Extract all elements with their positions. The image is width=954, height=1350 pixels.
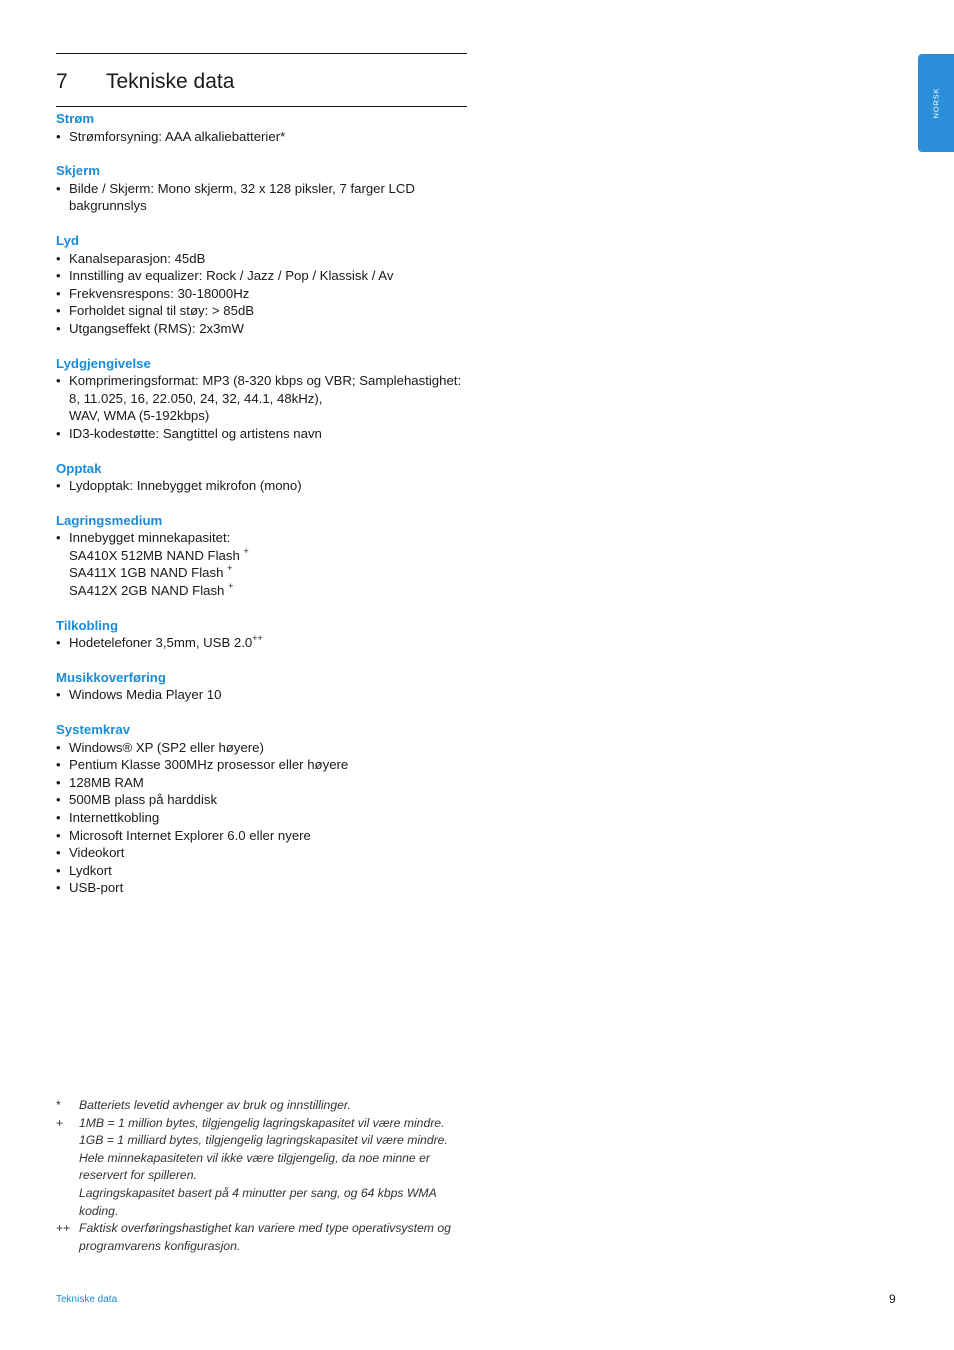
language-tab-label: NORSK [931, 87, 941, 119]
spec-text: Internettkobling [69, 810, 160, 825]
spec-line [69, 634, 476, 652]
footnote-mark: * [56, 1098, 61, 1112]
footnote [56, 1220, 451, 1255]
spec-text: Lydopptak: Innebygget mikrofon (mono) [69, 478, 302, 494]
spec-line [69, 564, 476, 582]
spec-line [69, 529, 476, 547]
spec-item [56, 809, 476, 827]
spec-section [56, 669, 476, 704]
footnote-line: 1MB = 1 million bytes, tilgjengelig lagringskapasitet vil være mindre. [79, 1115, 445, 1130]
spec-text: SA412X 2GB NAND Flash [69, 583, 229, 599]
spec-line [69, 372, 476, 390]
spec-text: Hodetelefoner 3,5mm, USB 2.0 [69, 635, 253, 651]
spec-line [69, 250, 476, 268]
spec-item [56, 739, 476, 757]
footer-section-label: Tekniske data [56, 1294, 118, 1305]
spec-text: bakgrunnslys [69, 198, 147, 214]
spec-line [69, 739, 476, 757]
spec-text: Windows® XP (SP2 eller høyere) [69, 739, 264, 755]
footnote-line: Batteriets levetid avhenger av bruk og innstillinger. [79, 1098, 351, 1112]
page-number: 9 [889, 1292, 896, 1306]
spec-text: Forholdet signal til støy: > 85dB [69, 303, 255, 319]
spec-line [69, 180, 476, 198]
spec-line [69, 827, 476, 845]
spec-text: Frekvensrespons: 30-18000Hz [69, 285, 250, 301]
footnote-mark: ++ [56, 1221, 71, 1236]
spec-item [56, 180, 476, 215]
spec-line [69, 809, 476, 827]
chapter-heading [56, 66, 234, 98]
spec-item [56, 320, 476, 338]
spec-item [56, 756, 476, 774]
spec-line [69, 320, 476, 338]
spec-line [69, 547, 476, 565]
spec-text: 128MB RAM [69, 774, 144, 790]
spec-text: 500MB plass på harddisk [69, 792, 218, 808]
spec-text: Pentium Klasse 300MHz prosessor eller høyere [69, 757, 349, 773]
footnote-line: koding. [79, 1203, 119, 1218]
spec-item [56, 862, 476, 880]
spec-line [69, 686, 476, 704]
spec-list [56, 128, 476, 146]
spec-item [56, 425, 476, 443]
spec-list [56, 372, 476, 442]
chapter-title: Tekniske data [106, 70, 235, 93]
top-rule [56, 53, 467, 54]
footnote [56, 1115, 451, 1221]
spec-text: USB-port [69, 880, 124, 896]
spec-text: Microsoft Internet Explorer 6.0 eller nyere [69, 827, 311, 843]
spec-section [56, 512, 476, 600]
spec-line [69, 844, 476, 862]
footnote-mark: + [56, 1115, 64, 1130]
spec-line [69, 407, 476, 425]
footnote-marker: ++ [252, 633, 263, 644]
spec-item [56, 477, 476, 495]
spec-line [69, 879, 476, 897]
section-heading: Strøm [56, 111, 95, 126]
spec-line [69, 390, 476, 408]
footnote-marker: + [227, 563, 233, 574]
spec-text: Innstilling av equalizer: Rock / Jazz / Pop / Klassisk / Av [69, 268, 394, 284]
spec-line [69, 197, 476, 215]
language-tab [918, 54, 954, 152]
spec-text: SA411X 1GB NAND Flash [69, 565, 228, 581]
spec-item [56, 774, 476, 792]
spec-text: Strømforsyning: AAA alkaliebatterier* [69, 128, 286, 144]
spec-line [69, 582, 476, 600]
spec-item [56, 250, 476, 268]
footnote-line: reservert for spilleren. [79, 1168, 197, 1183]
footnote-marker: + [228, 581, 234, 592]
spec-list [56, 529, 476, 599]
spec-list [56, 739, 476, 897]
chapter-number: 7 [56, 70, 68, 93]
spec-line [69, 425, 476, 443]
spec-item [56, 285, 476, 303]
footnote-marker: + [243, 545, 249, 556]
spec-list [56, 250, 476, 338]
spec-item [56, 791, 476, 809]
spec-text: ID3-kodestøtte: Sangtittel og artistens navn [69, 425, 322, 441]
spec-line [69, 774, 476, 792]
spec-text: Videokort [69, 845, 125, 861]
spec-text: Bilde / Skjerm: Mono skjerm, 32 x 128 piksler, 7 farger LCD [69, 180, 415, 196]
spec-list [56, 477, 476, 495]
section-heading: Lagringsmedium [56, 512, 163, 528]
section-heading: Musikkoverføring [56, 669, 166, 685]
section-heading: Lyd [56, 232, 79, 248]
spec-line [69, 285, 476, 303]
footnotes [56, 1097, 451, 1255]
spec-text: Kanalseparasjon: 45dB [69, 250, 206, 266]
footnote-line: 1GB = 1 milliard bytes, tilgjengelig lagringskapasitet vil være mindre. [79, 1133, 448, 1148]
spec-item [56, 634, 476, 652]
spec-line [69, 128, 476, 146]
spec-item [56, 302, 476, 320]
footnote-line: Faktisk overføringshastighet kan variere med type operativsystem og [79, 1221, 451, 1236]
spec-text: SA410X 512MB NAND Flash [69, 547, 244, 563]
spec-line [69, 756, 476, 774]
spec-item [56, 128, 476, 146]
section-heading: Opptak [56, 460, 102, 476]
spec-list [56, 180, 476, 215]
spec-item [56, 686, 476, 704]
spec-section [56, 721, 476, 897]
spec-section [56, 460, 476, 495]
footnote [56, 1097, 451, 1115]
spec-line [69, 302, 476, 320]
footnote-line: programvarens konfigurasjon. [79, 1238, 241, 1253]
spec-item [56, 529, 476, 599]
spec-item [56, 879, 476, 897]
spec-section [56, 162, 476, 215]
spec-text: Lydkort [69, 862, 112, 878]
spec-item [56, 372, 476, 425]
spec-item [56, 827, 476, 845]
spec-content [56, 110, 476, 914]
footnote-line: Lagringskapasitet basert på 4 minutter per sang, og 64 kbps WMA [79, 1185, 437, 1200]
section-heading: Tilkobling [56, 617, 119, 633]
spec-text: Utgangseffekt (RMS): 2x3mW [69, 320, 244, 336]
footnote-line: Hele minnekapasiteten vil ikke være tilgjengelig, da noe minne er [79, 1150, 430, 1165]
spec-section [56, 232, 476, 338]
spec-list [56, 686, 476, 704]
spec-text: Komprimeringsformat: MP3 (8-320 kbps og VBR; Samplehastighet: [69, 373, 462, 389]
spec-text: WAV, WMA (5-192kbps) [69, 408, 210, 424]
spec-text: Innebygget minnekapasitet: [69, 530, 231, 546]
section-heading: Systemkrav [56, 722, 131, 738]
spec-section [56, 110, 476, 145]
spec-line [69, 267, 476, 285]
chapter-rule [56, 106, 467, 107]
spec-text: 8, 11.025, 16, 22.050, 24, 32, 44.1, 48kHz), [69, 390, 323, 406]
spec-item [56, 844, 476, 862]
spec-line [69, 477, 476, 495]
section-heading: Lydgjengivelse [56, 355, 151, 371]
spec-section [56, 355, 476, 443]
spec-list [56, 634, 476, 652]
section-heading: Skjerm [56, 163, 100, 179]
spec-item [56, 267, 476, 285]
spec-line [69, 862, 476, 880]
spec-text: Windows Media Player 10 [69, 687, 222, 703]
spec-section [56, 617, 476, 652]
spec-line [69, 791, 476, 809]
